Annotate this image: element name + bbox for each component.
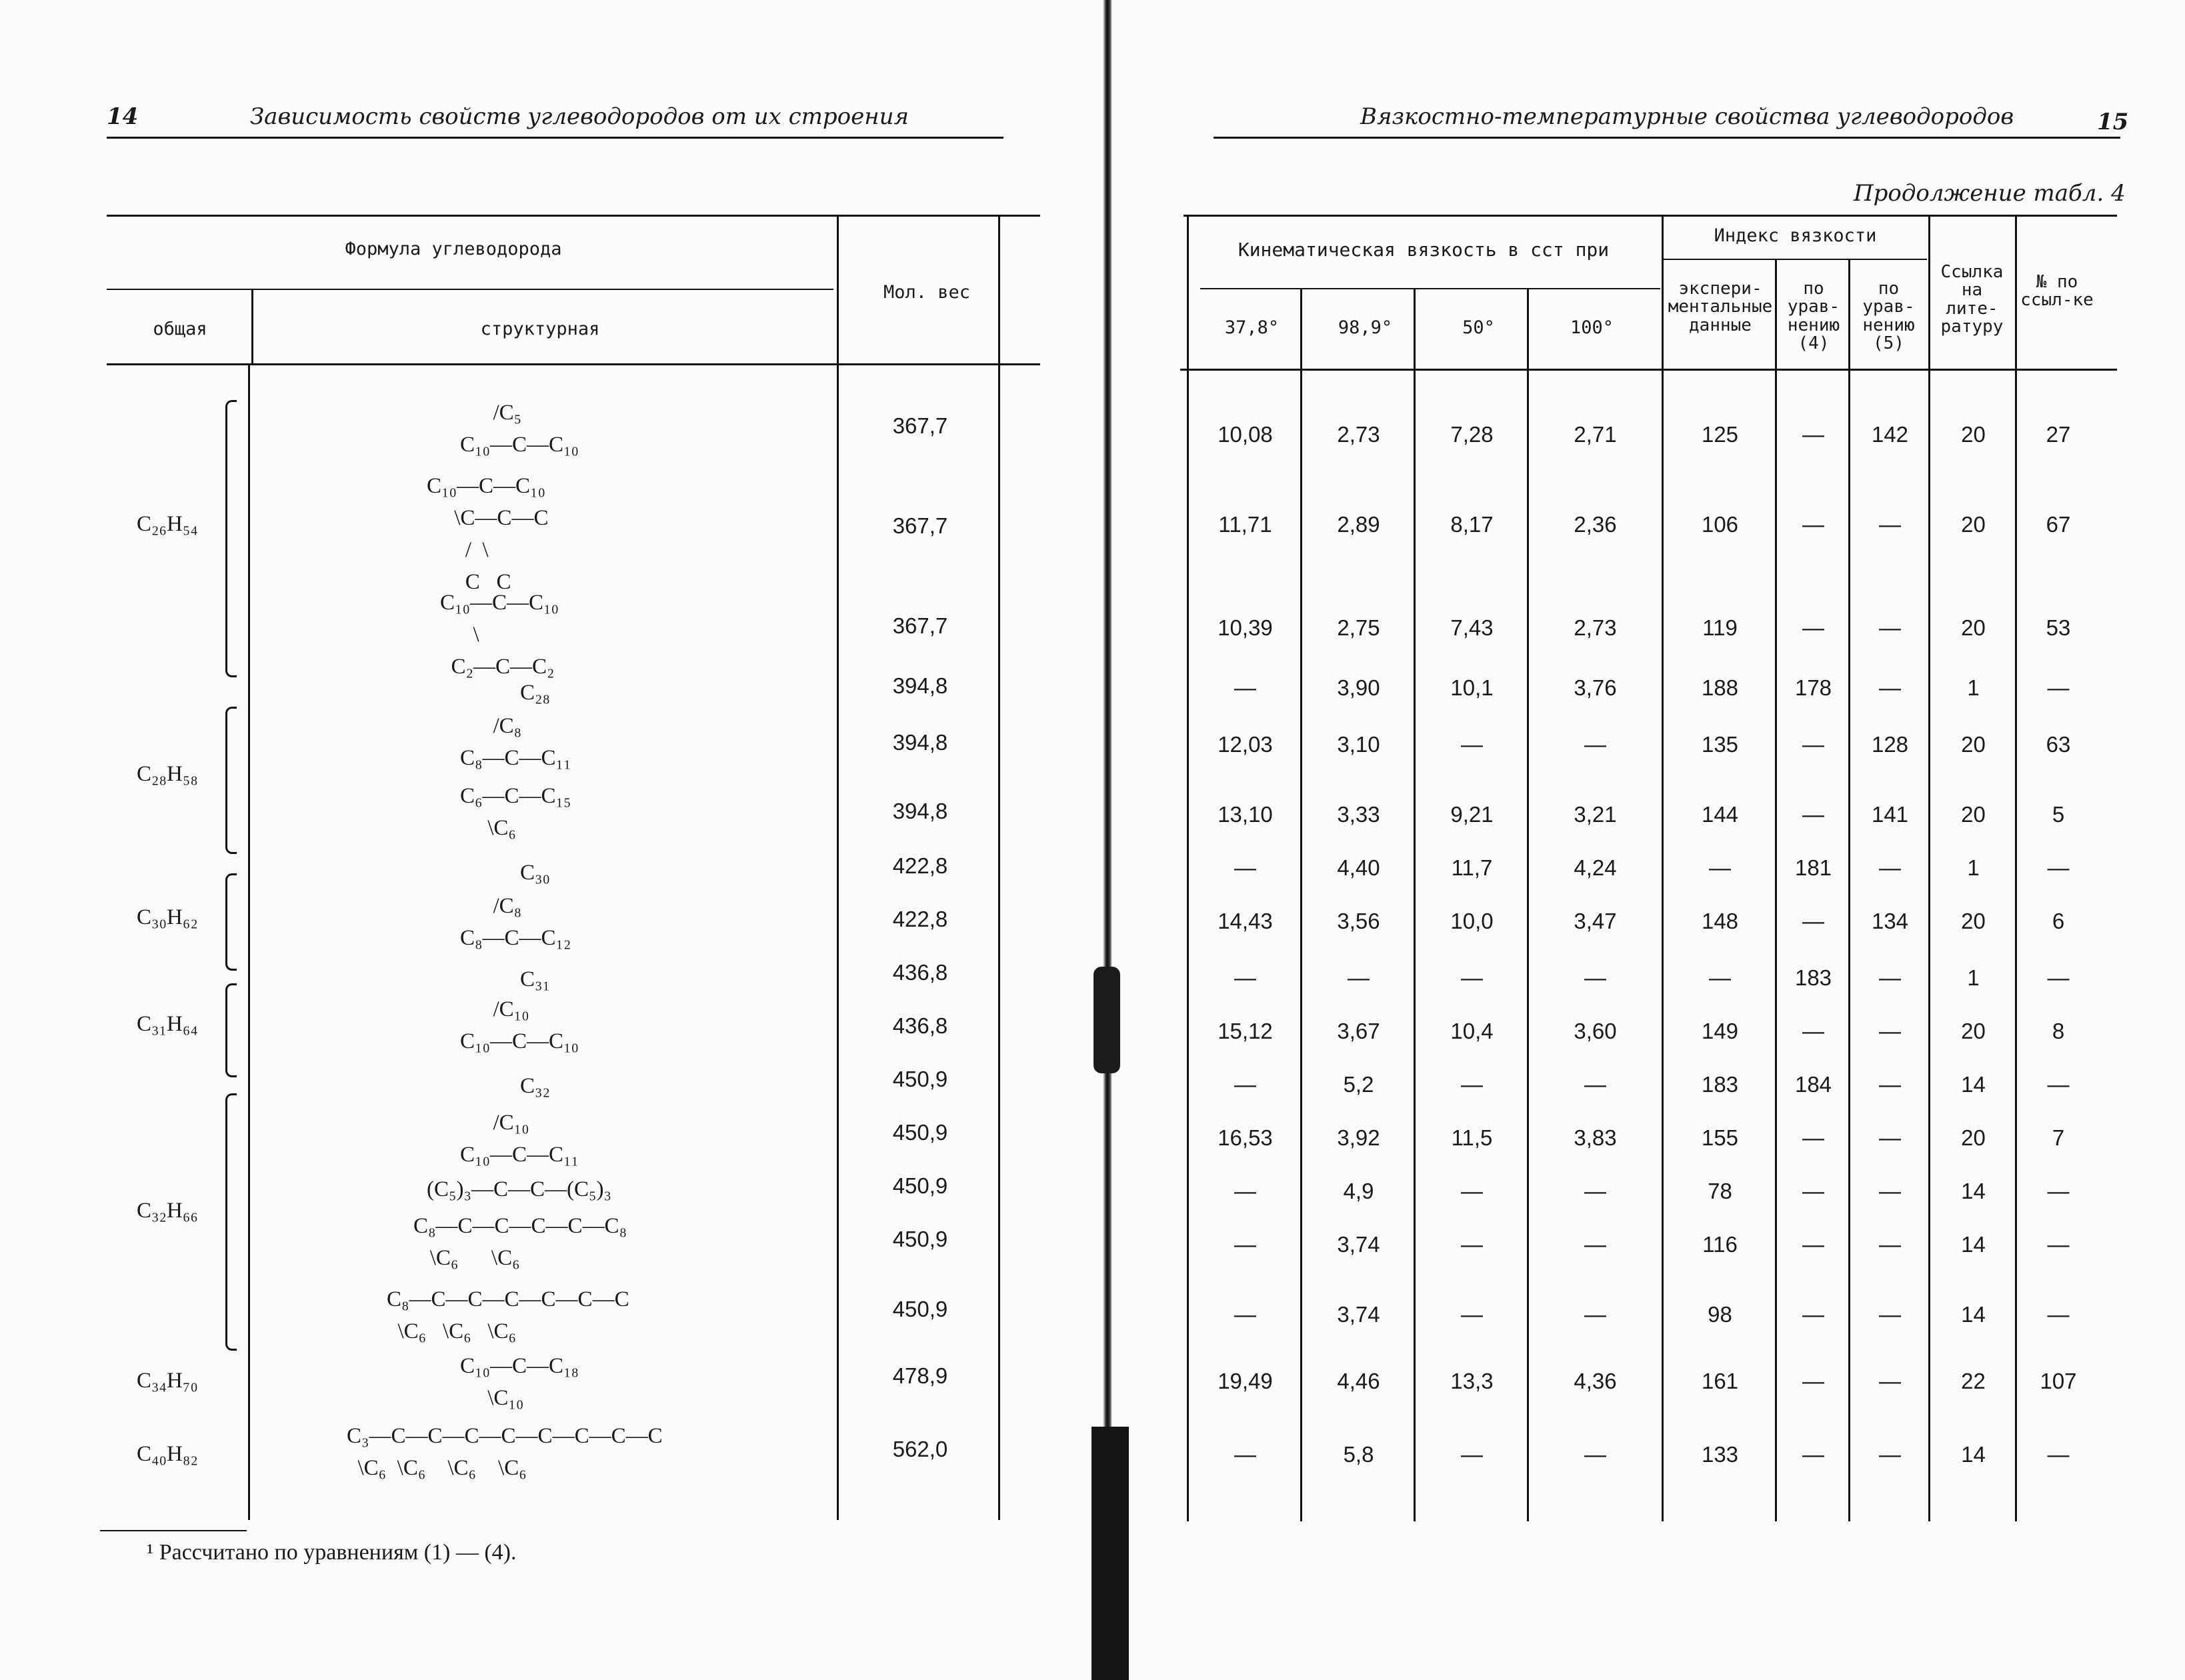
data-cell-v378: — (1234, 675, 1256, 700)
structural-formula (387, 1283, 629, 1347)
structural-formula-line: \C₆ (460, 816, 516, 840)
mol-weight-cell: 478,9 (892, 1363, 948, 1388)
data-cell-vi5: — (1879, 1442, 1901, 1467)
data-cell-v989: 3,74 (1337, 1302, 1380, 1327)
data-cell-v378: 15,12 (1218, 1019, 1273, 1043)
data-cell-v378: — (1234, 855, 1256, 880)
structural-formula-line: C₆—C—C₁₅ (460, 784, 571, 808)
mol-weight-header: Мол. вес (883, 282, 971, 303)
header-subrule (1664, 259, 1927, 260)
col-divider (837, 215, 839, 1520)
header-bottom-rule (107, 363, 1040, 365)
mol-weight-cell: 367,7 (892, 613, 948, 638)
footnote: ¹ Рассчитано по уравнениям (1) — (4). (147, 1540, 517, 1565)
data-cell-no: 67 (2046, 512, 2071, 537)
structural-formula-line: C₃₂ (520, 1074, 551, 1098)
vi-group-header: Индекс вязкости (1714, 225, 1877, 246)
structural-formula (520, 963, 550, 995)
data-cell-vi4: 178 (1794, 675, 1832, 700)
data-cell-v100: 3,83 (1574, 1125, 1617, 1150)
table-top-rule (107, 215, 1040, 217)
mol-weight-cell: 562,0 (892, 1437, 948, 1461)
col-divider (1928, 215, 1930, 1521)
data-cell-v50: 11,7 (1451, 855, 1493, 880)
col-divider (248, 363, 250, 1520)
general-formula: C₃₁H₆₄ (137, 1012, 198, 1036)
vi-eq4-header: по урав-нению (4) (1787, 279, 1840, 353)
data-cell-vi-exp: 116 (1702, 1232, 1738, 1257)
running-title: Зависимость свойств углеводородов от их строения (250, 103, 909, 130)
data-cell-ref: 1 (1967, 675, 1980, 700)
data-cell-vi-exp: 133 (1701, 1442, 1739, 1467)
data-cell-vi-exp: 183 (1701, 1072, 1739, 1097)
header-subrule (107, 289, 833, 290)
col-divider (1300, 288, 1302, 1521)
structural-formula-line: (C₅)₃—C—C—(C₅)₃ (427, 1177, 612, 1201)
structural-formula (460, 780, 571, 844)
data-cell-v50: — (1461, 1232, 1483, 1257)
structural-formula (413, 1210, 627, 1274)
general-formula: C₄₀H₈₂ (137, 1442, 198, 1466)
data-cell-vi-exp: 119 (1702, 615, 1738, 640)
data-cell-v378: — (1234, 1232, 1256, 1257)
data-cell-v378: 10,39 (1218, 615, 1273, 640)
data-cell-v100: 2,73 (1574, 615, 1617, 640)
structural-formula-line: C C (427, 570, 511, 594)
table-top-rule (1184, 215, 2117, 217)
data-cell-vi5: 128 (1871, 732, 1909, 757)
data-cell-vi5: — (1879, 855, 1901, 880)
data-cell-vi4: — (1802, 909, 1824, 933)
mol-weight-cell: 422,8 (892, 853, 948, 878)
data-cell-vi5: — (1879, 1369, 1901, 1393)
data-cell-v50: — (1461, 1442, 1483, 1467)
data-cell-v50: 8,17 (1450, 512, 1494, 537)
structural-formula-line: C₁₀—C—C₁₀ (460, 1029, 579, 1053)
mol-weight-cell: 450,9 (892, 1067, 948, 1091)
data-cell-no: 53 (2046, 615, 2071, 640)
data-cell-ref: 14 (1961, 1302, 1986, 1327)
structural-header: структурная (480, 319, 600, 339)
grouping-brace (225, 873, 237, 971)
data-cell-v989: 5,8 (1343, 1442, 1374, 1467)
structural-formula-line: \C₁₀ (460, 1386, 524, 1410)
data-cell-ref: 20 (1961, 422, 1986, 447)
data-cell-vi4: — (1802, 1232, 1824, 1257)
t1-header: 37,8° (1224, 317, 1280, 338)
data-cell-vi-exp: 161 (1701, 1369, 1739, 1393)
data-cell-no: — (2047, 1179, 2070, 1203)
structural-formula (460, 1350, 579, 1414)
col-divider (1414, 288, 1416, 1521)
data-cell-vi5: — (1879, 1302, 1901, 1327)
data-cell-v50: 10,1 (1450, 675, 1494, 700)
data-cell-vi4: 184 (1794, 1072, 1832, 1097)
data-cell-vi5: — (1879, 1179, 1901, 1203)
structural-formula-line: \C₆ \C₆ \C₆ \C₆ (347, 1456, 527, 1480)
data-cell-vi4: — (1802, 732, 1824, 757)
data-cell-vi-exp: 98 (1708, 1302, 1732, 1327)
data-cell-v378: 16,53 (1218, 1125, 1273, 1150)
structural-formula (520, 677, 550, 709)
structural-formula-line: C₃—C—C—C—C—C—C—C—C (347, 1424, 663, 1448)
structural-formula-line: /C₅ (460, 401, 522, 425)
data-cell-v989: 4,46 (1337, 1369, 1380, 1393)
col-divider (1662, 215, 1664, 1521)
data-cell-v100: 3,47 (1574, 909, 1617, 933)
data-cell-ref: 14 (1961, 1232, 1986, 1257)
data-cell-vi5: 141 (1871, 802, 1909, 827)
structural-formula-line: C₁₀—C—C₁₀ (440, 591, 559, 615)
structural-formula-line: C₈—C—C—C—C—C—C (387, 1287, 629, 1311)
mol-weight-cell: 394,8 (892, 673, 948, 698)
general-formula: C₃₂H₆₆ (137, 1199, 198, 1223)
structural-formula-line: C₃₀ (520, 861, 551, 885)
data-cell-v100: 2,71 (1574, 422, 1617, 447)
data-cell-v100: — (1584, 1072, 1606, 1097)
general-formula: C₃₄H₇₀ (137, 1369, 198, 1393)
data-cell-v378: 19,49 (1218, 1369, 1273, 1393)
structural-formula-line: C₈—C—C₁₁ (460, 746, 571, 770)
data-cell-v378: — (1234, 1072, 1256, 1097)
col-divider (2015, 215, 2017, 1521)
general-header: общая (153, 319, 207, 339)
general-formula: C₂₆H₅₄ (137, 512, 198, 536)
data-cell-v100: — (1584, 1179, 1606, 1203)
structural-formula (460, 710, 571, 774)
spine-shadow (1094, 967, 1120, 1073)
data-cell-v989: — (1348, 965, 1370, 990)
data-cell-v100: 4,24 (1574, 855, 1617, 880)
data-cell-ref: 1 (1967, 965, 1980, 990)
data-cell-vi-exp: — (1709, 855, 1731, 880)
header-rule (1214, 137, 2120, 139)
grouping-brace (225, 1093, 237, 1351)
data-cell-vi-exp: 78 (1708, 1179, 1732, 1203)
general-formula: C₃₀H₆₂ (137, 905, 198, 929)
header-rule (107, 137, 1003, 139)
structural-formula (347, 1420, 663, 1484)
data-cell-v50: — (1461, 732, 1483, 757)
data-cell-v989: 3,56 (1337, 909, 1380, 933)
data-cell-v100: 4,36 (1574, 1369, 1617, 1393)
grouping-brace (225, 983, 237, 1077)
col-divider (1187, 215, 1189, 1521)
mol-weight-cell: 450,9 (892, 1297, 948, 1321)
data-cell-vi4: — (1802, 1302, 1824, 1327)
col-divider (251, 289, 253, 363)
data-cell-no: — (2047, 965, 2070, 990)
mol-weight-cell: 436,8 (892, 1013, 948, 1038)
structural-formula (460, 1107, 579, 1171)
data-cell-ref: 20 (1961, 909, 1986, 933)
data-cell-v378: 10,08 (1218, 422, 1273, 447)
data-cell-v378: 13,10 (1218, 802, 1273, 827)
mol-weight-cell: 450,9 (892, 1227, 948, 1251)
data-cell-vi4: — (1802, 802, 1824, 827)
data-cell-v100: — (1584, 732, 1606, 757)
structural-formula-line: C₁₀—C—C₁₀ (460, 433, 579, 457)
structural-formula-line: \ (440, 623, 479, 647)
data-cell-v989: 3,90 (1337, 675, 1380, 700)
t2-header: 98,9° (1338, 317, 1393, 338)
data-cell-ref: 20 (1961, 615, 1986, 640)
data-cell-v100: 3,76 (1574, 675, 1617, 700)
data-cell-no: — (2047, 1442, 2070, 1467)
structural-formula-line: /C₈ (460, 714, 522, 738)
data-cell-vi4: — (1802, 512, 1824, 537)
data-cell-vi5: — (1879, 965, 1901, 990)
left-page (0, 0, 1087, 1680)
structural-formula-line: C₂—C—C₂ (440, 655, 555, 679)
data-cell-vi-exp: 144 (1701, 802, 1739, 827)
mol-weight-cell: 394,8 (892, 730, 948, 755)
structural-formula-line: /C₁₀ (460, 997, 529, 1021)
structural-formula-line: C₁₀—C—C₁₈ (460, 1354, 579, 1378)
header-subrule (1200, 288, 1660, 289)
data-cell-ref: 20 (1961, 512, 1986, 537)
structural-formula-line: / \ (427, 538, 489, 562)
data-cell-v989: 3,74 (1337, 1232, 1380, 1257)
mol-weight-cell: 367,7 (892, 413, 948, 438)
running-title: Вязкостно-температурные свойства углеводородов (1360, 103, 2014, 130)
data-cell-vi-exp: 149 (1701, 1019, 1739, 1043)
data-cell-v378: — (1234, 1302, 1256, 1327)
structural-formula-line: C₂₈ (520, 681, 551, 705)
data-cell-v989: 3,10 (1337, 732, 1380, 757)
vi-eq5-header: по урав-нению (5) (1862, 279, 1915, 353)
structural-formula (520, 1070, 550, 1102)
data-cell-no: — (2047, 675, 2070, 700)
data-cell-v378: — (1234, 965, 1256, 990)
data-cell-vi4: — (1802, 615, 1824, 640)
data-cell-vi5: — (1879, 1232, 1901, 1257)
col-divider (1527, 288, 1529, 1521)
data-cell-vi5: — (1879, 1125, 1901, 1150)
formula-group-header: Формула углеводорода (345, 239, 562, 259)
mol-weight-cell: 367,7 (892, 513, 948, 538)
data-cell-v100: 3,21 (1574, 802, 1617, 827)
data-cell-vi4: 181 (1794, 855, 1832, 880)
data-cell-v378: — (1234, 1442, 1256, 1467)
footnote-rule (100, 1530, 247, 1531)
data-cell-v378: 12,03 (1218, 732, 1273, 757)
data-cell-no: — (2047, 1302, 2070, 1327)
structural-formula (520, 857, 550, 889)
data-cell-ref: 14 (1961, 1072, 1986, 1097)
data-cell-ref: 22 (1961, 1369, 1986, 1393)
data-cell-vi-exp: 106 (1701, 512, 1739, 537)
data-cell-vi4: — (1802, 1125, 1824, 1150)
data-cell-no: — (2047, 1232, 2070, 1257)
data-cell-v100: — (1584, 1302, 1606, 1327)
t4-header: 100° (1570, 317, 1614, 338)
structural-formula-line: \C—C—C (427, 506, 549, 530)
data-cell-v378: 14,43 (1218, 909, 1273, 933)
ref-no-header: № по ссыл-ке (2020, 272, 2094, 311)
right-page (1120, 0, 2185, 1680)
data-cell-ref: 20 (1961, 1019, 1986, 1043)
data-cell-vi4: — (1802, 1179, 1824, 1203)
data-cell-v989: 3,92 (1337, 1125, 1380, 1150)
grouping-brace (225, 707, 237, 854)
data-cell-no: 5 (2052, 802, 2065, 827)
data-cell-vi-exp: — (1709, 965, 1731, 990)
data-cell-no: 6 (2052, 909, 2065, 933)
data-cell-v378: 11,71 (1218, 512, 1272, 537)
col-divider (1775, 259, 1777, 1521)
data-cell-v989: 2,89 (1337, 512, 1380, 537)
data-cell-vi4: — (1802, 1019, 1824, 1043)
structural-formula-line: /C₁₀ (460, 1111, 529, 1135)
data-cell-v50: 13,3 (1450, 1369, 1494, 1393)
t3-header: 50° (1462, 317, 1495, 338)
data-cell-v100: 2,36 (1574, 512, 1617, 537)
data-cell-v50: 10,4 (1450, 1019, 1494, 1043)
data-cell-no: — (2047, 855, 2070, 880)
col-divider (998, 215, 1000, 1520)
data-cell-vi-exp: 188 (1701, 675, 1739, 700)
data-cell-v50: 7,43 (1450, 615, 1494, 640)
data-cell-v50: — (1461, 1072, 1483, 1097)
structural-formula-line: C₁₀—C—C₁₀ (427, 474, 546, 498)
data-cell-v100: — (1584, 1232, 1606, 1257)
data-cell-no: 63 (2046, 732, 2071, 757)
ref-header: Ссылка на лите-ратуру (1940, 262, 2004, 337)
structural-formula (460, 993, 579, 1057)
data-cell-vi5: 142 (1871, 422, 1909, 447)
data-cell-ref: 20 (1961, 802, 1986, 827)
mol-weight-cell: 422,8 (892, 907, 948, 931)
data-cell-vi4: — (1802, 1369, 1824, 1393)
mol-weight-cell: 450,9 (892, 1120, 948, 1145)
data-cell-vi-exp: 125 (1701, 422, 1739, 447)
data-cell-v50: 11,5 (1451, 1125, 1493, 1150)
table-continuation: Продолжение табл. 4 (1854, 180, 2126, 207)
mol-weight-cell: 436,8 (892, 960, 948, 985)
data-cell-v989: 4,9 (1343, 1179, 1374, 1203)
data-cell-v50: 10,0 (1450, 909, 1494, 933)
data-cell-v100: — (1584, 1442, 1606, 1467)
data-cell-vi5: — (1879, 512, 1901, 537)
grouping-brace (225, 400, 237, 677)
data-cell-v50: — (1461, 965, 1483, 990)
data-cell-vi-exp: 155 (1701, 1125, 1739, 1150)
page-number: 15 (2097, 109, 2129, 135)
structural-formula-line: /C₈ (460, 894, 522, 918)
data-cell-vi4: 183 (1794, 965, 1832, 990)
data-cell-vi5: — (1879, 1019, 1901, 1043)
data-cell-v989: 2,75 (1337, 615, 1380, 640)
data-cell-ref: 20 (1961, 1125, 1986, 1150)
data-cell-v50: 7,28 (1450, 422, 1494, 447)
structural-formula (460, 890, 571, 954)
structural-formula-line: C₈—C—C—C—C—C₈ (413, 1214, 627, 1238)
col-divider (1848, 259, 1850, 1521)
data-cell-ref: 14 (1961, 1442, 1986, 1467)
data-cell-vi-exp: 135 (1701, 732, 1739, 757)
general-formula: C₂₈H₅₈ (137, 762, 198, 786)
data-cell-vi5: — (1879, 675, 1901, 700)
kin-visc-header: Кинематическая вязкость в сст при (1238, 239, 1610, 261)
data-cell-ref: 20 (1961, 732, 1986, 757)
structural-formula (427, 470, 548, 598)
data-cell-vi4: — (1802, 422, 1824, 447)
structural-formula (427, 1173, 611, 1205)
mol-weight-cell: 450,9 (892, 1173, 948, 1198)
data-cell-no: — (2047, 1072, 2070, 1097)
structural-formula (460, 397, 579, 461)
data-cell-no: 8 (2052, 1019, 2065, 1043)
data-cell-v989: 3,67 (1337, 1019, 1380, 1043)
data-cell-v378: — (1234, 1179, 1256, 1203)
structural-formula (440, 587, 559, 683)
data-cell-ref: 1 (1967, 855, 1980, 880)
data-cell-v50: — (1461, 1302, 1483, 1327)
mol-weight-cell: 394,8 (892, 799, 948, 823)
data-cell-v50: — (1461, 1179, 1483, 1203)
data-cell-v989: 2,73 (1337, 422, 1380, 447)
data-cell-vi5: 134 (1871, 909, 1909, 933)
data-cell-v50: 9,21 (1450, 802, 1494, 827)
data-cell-v100: 3,60 (1574, 1019, 1617, 1043)
data-cell-no: 27 (2046, 422, 2071, 447)
data-cell-vi5: — (1879, 1072, 1901, 1097)
data-cell-vi-exp: 148 (1701, 909, 1739, 933)
vi-exp-header: экспери-ментальные данные (1668, 279, 1773, 335)
data-cell-v989: 5,2 (1343, 1072, 1374, 1097)
data-cell-vi5: — (1879, 615, 1901, 640)
data-cell-v989: 3,33 (1337, 802, 1380, 827)
structural-formula-line: C₃₁ (520, 967, 551, 991)
data-cell-v989: 4,40 (1337, 855, 1380, 880)
structural-formula-line: \C₆ \C₆ (413, 1246, 520, 1270)
page-number: 14 (107, 103, 139, 130)
data-cell-vi4: — (1802, 1442, 1824, 1467)
structural-formula-line: C₈—C—C₁₂ (460, 926, 571, 950)
data-cell-no: 7 (2052, 1125, 2065, 1150)
data-cell-no: 107 (2040, 1369, 2077, 1393)
data-cell-ref: 14 (1961, 1179, 1986, 1203)
structural-formula-line: \C₆ \C₆ \C₆ (387, 1319, 517, 1343)
header-bottom-rule (1180, 369, 2117, 371)
data-cell-v100: — (1584, 965, 1606, 990)
structural-formula-line: C₁₀—C—C₁₁ (460, 1143, 579, 1167)
